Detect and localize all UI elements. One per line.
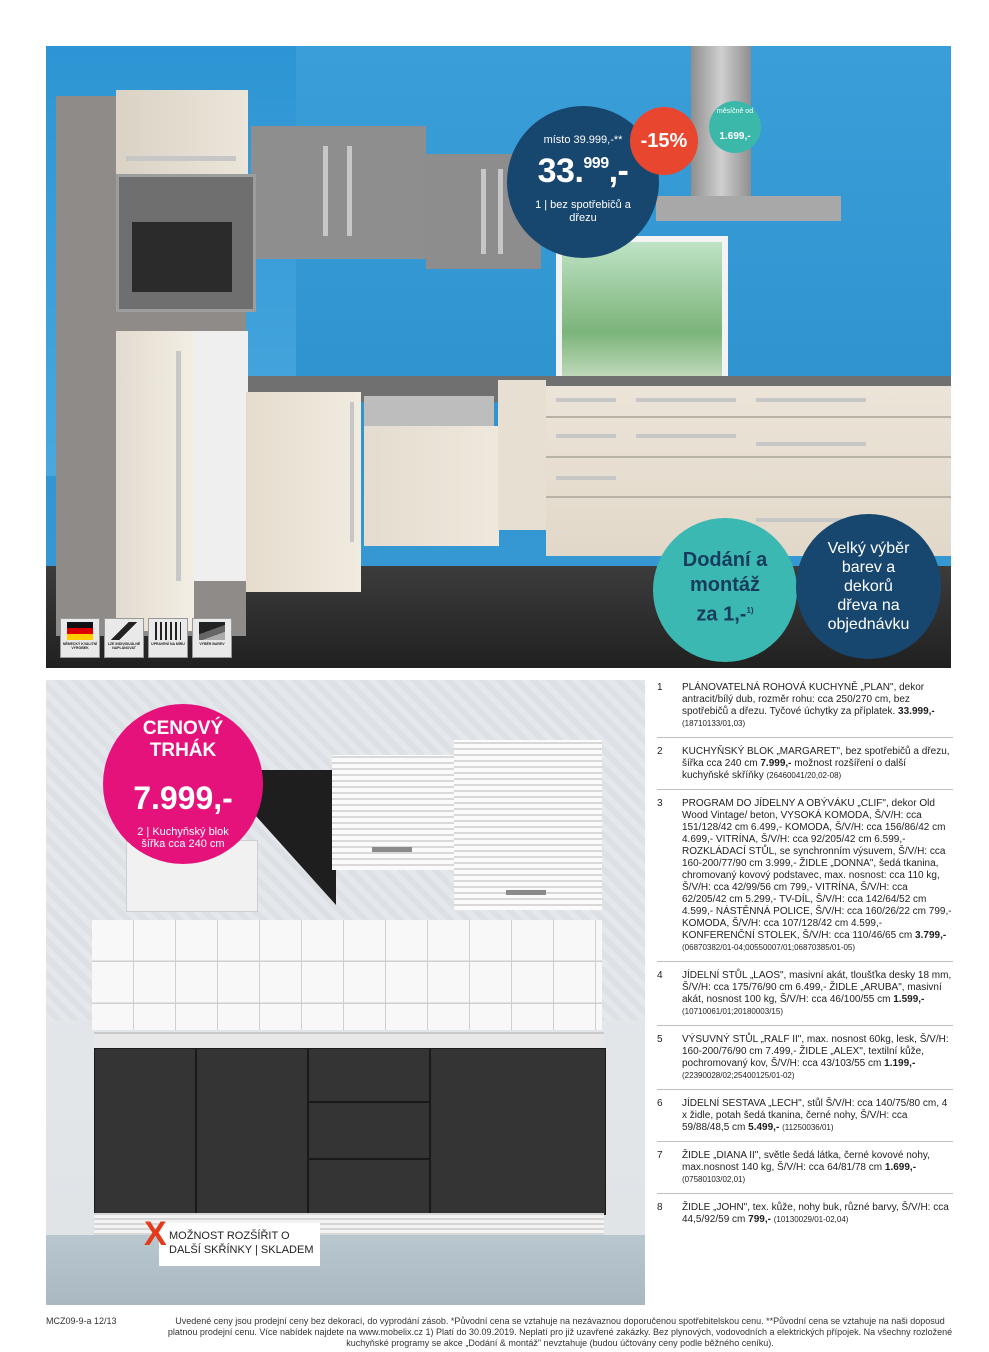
fridge-door bbox=[116, 331, 194, 631]
dishwasher-door bbox=[364, 426, 499, 546]
promo-price: 7.999,- bbox=[133, 780, 233, 816]
monthly-price-badge bbox=[709, 101, 761, 153]
original-price: místo 39.999,-** bbox=[543, 134, 623, 146]
item-number: 2 bbox=[657, 746, 663, 757]
wall-tiles bbox=[92, 920, 602, 1030]
list-item bbox=[657, 970, 953, 1026]
item-description: JÍDELNÍ STŮL „LAOS", masivní akát, tloušťka desky 18 mm, Š/V/H: cca 175/76/90 cm 6.499,- ŽIDLE „ARUBA", masivní akát, nosnost 100 kg, Š/V/H: cca 46/100/55 cm 1.599,- (10710061/01;20180003/15) bbox=[682, 970, 952, 1016]
list-item bbox=[657, 1150, 953, 1194]
item-number: 1 bbox=[657, 682, 663, 693]
oven-window bbox=[132, 222, 232, 292]
delivery-line1: Dodání a bbox=[682, 549, 768, 571]
extend-note-box bbox=[159, 1223, 320, 1266]
upper-cabinet-white-1 bbox=[332, 755, 454, 870]
discount-badge: -15% bbox=[630, 107, 698, 175]
product-list bbox=[657, 682, 953, 1241]
colors-line4: dřeva na bbox=[837, 597, 900, 614]
list-item bbox=[657, 746, 953, 790]
delivery-line3: za 1,-$^{1)}$ bbox=[696, 603, 754, 626]
catalog-code: MCZ09-9-a 12/13 bbox=[46, 1316, 117, 1326]
item-number: 6 bbox=[657, 1098, 663, 1109]
current-price: 33.$^{999}$,- bbox=[537, 152, 629, 190]
base-cabinet-left bbox=[246, 392, 361, 592]
base-cabinet-corner bbox=[498, 380, 546, 530]
colors-line1: Velký výběr bbox=[827, 540, 910, 557]
item-number: 4 bbox=[657, 970, 663, 981]
list-item bbox=[657, 1034, 953, 1090]
item-number: 5 bbox=[657, 1034, 663, 1045]
item-number: 8 bbox=[657, 1202, 663, 1213]
item-description: KUCHYŇSKÝ BLOK „MARGARET", bez spotřebičů a dřezu, šířka cca 240 cm 7.999,- možnost rozšíření o další kuchyňské skříňky (26460041/20,02-08) bbox=[682, 746, 950, 781]
colors-line5: objednávku bbox=[827, 616, 910, 633]
fridge-interior bbox=[194, 331, 248, 581]
item-description: ŽIDLE „DIANA II", světle šedá látka, černé kovové nohy, max.nosnost 140 kg, Š/V/H: cca 64/81/78 cm 1.699,- (07580103/02,01) bbox=[682, 1150, 930, 1184]
individual-planning-icon: LZE INDIVIDUÁLNĚ NAPLÁNOVAT bbox=[104, 618, 144, 658]
promo-title-line2: TRHÁK bbox=[149, 740, 217, 761]
upper-cabinet-white-2 bbox=[454, 740, 602, 910]
delivery-badge bbox=[653, 518, 797, 662]
tall-unit-top-cabinet bbox=[116, 90, 248, 182]
tiled-floor bbox=[46, 1235, 645, 1305]
extend-line1: MOŽNOST ROZŠÍŘIT O bbox=[169, 1230, 290, 1242]
promo-note-line1: 2 | Kuchyňský blok bbox=[137, 826, 229, 838]
monthly-label: měsíčně od bbox=[716, 108, 754, 115]
item-description: PROGRAM DO JÍDELNY A OBÝVÁKU „CLIF", dekor Old Wood Vintage/ beton, VYSOKÁ KOMODA, Š/V/H: cca 151/128/42 cm 6.499,- KOMODA, Š/V/H: cca 156/86/42 cm 4.699,- VITRÍNA, Š/V/H: cca 92/205/42 cm 6.599,- ROZKLÁDACÍ STŮL, se synchronním výsuvem, Š/V/H: cca 160-200/77/90 cm 3.999,- ŽIDLE „DONNA", šedá tkanina, chromovaný kovový podstavec, max. nosnost: cca 110 kg, Š/V/H: cca 42/99/56 cm 799,- VITRÍNA, Š/V/H: cca 62/205/42 cm 5.299,- TV-DÍL, Š/V/H: cca 142/64/52 cm 4.599,- NÁSTĚNNÁ POLICE, Š/V/H: cca 160/26/22 cm 799,- KOMODA, Š/V/H: cca 107/128/42 cm 4.599,- KONFERENČNÍ STOLEK, Š/V/H: cca 110/46/65 cm 3.799,- (06870382/01-04;00550007/01;06870385/01-05) bbox=[682, 798, 952, 952]
colors-line2: barev a bbox=[841, 559, 896, 576]
list-item bbox=[657, 1202, 953, 1233]
kitchen-block-photo bbox=[46, 680, 645, 1305]
upper-cabinet-grey bbox=[251, 126, 426, 259]
item-description: PLÁNOVATELNÁ ROHOVÁ KUCHYNĚ „PLAN", dekor antracit/bílý dub, rozměr rohu: cca 250/270 cm, bez spotřebičů a dřezu. Tyčové úchytky za příplatek. 33.999,- (18710133/01,03) bbox=[682, 682, 935, 728]
item-number: 7 bbox=[657, 1150, 663, 1161]
hood-canopy bbox=[656, 196, 841, 221]
extend-line2: DALŠÍ SKŘÍNKY | SKLADEM bbox=[169, 1244, 314, 1256]
feature-icons bbox=[60, 618, 232, 658]
color-choice-icon: VÝBĚR BAREV bbox=[192, 618, 232, 658]
list-item bbox=[657, 798, 953, 962]
list-item bbox=[657, 682, 953, 738]
colors-line3: dekorů bbox=[844, 578, 893, 595]
corner-kitchen-photo bbox=[46, 46, 951, 668]
made-to-measure-icon: UPRAVENÍ NA MÍRU bbox=[148, 618, 188, 658]
promo-note-line2: šířka cca 240 cm bbox=[141, 838, 225, 850]
kitchen-window bbox=[556, 236, 728, 398]
item-description: JÍDELNÍ SESTAVA „LECH", stůl Š/V/H: cca 140/75/80 cm, 4 x židle, potah šedá tkanina, černé nohy, Š/V/H: cca 59/88/48,5 cm 5.499,- (11250036/01) bbox=[682, 1098, 948, 1133]
monthly-value: 1.699,- bbox=[719, 131, 751, 142]
color-choice-badge bbox=[796, 514, 941, 659]
black-base-cabinets bbox=[94, 1048, 604, 1213]
item-description: VÝSUVNÝ STŮL „RALF II", max. nosnost 60kg, lesk, Š/V/H: 160-200/76/90 cm 7.499,- ŽIDLE „ALEX", textilní kůže, pochromovaný kov, Š/V/H: cca 43/103/55 cm 1.199,- (22390028/02;25400125/01-02) bbox=[682, 1034, 949, 1080]
footer-disclaimer: Uvedené ceny jsou prodejní ceny bez dekorací, do vyprodání zásob. *Původní cena se vztahuje na nezávaznou doporučenou spotřebitelskou cenu. **Původní cena se vztahuje na naši doposud platnou prodejní cenu. Více nabídek najdete na www.mobelix.cz 1) Platí do 30.09.2019. Neplatí pro již uzavřené zakázky. Bez plynových, vodovodních a elektrických přípojek. Na všechny rozložené kuchyňské programy se akce „Dodání & montáž" nevztahuje (budou účtovány ceny podle běžného ceníku). bbox=[167, 1316, 953, 1348]
price-hit-badge bbox=[103, 704, 263, 864]
german-quality-icon: NĚMECKÝ KVALITNÍ VÝROBEK bbox=[60, 618, 100, 658]
item-number: 3 bbox=[657, 798, 663, 809]
cross-mark-icon: X bbox=[144, 1215, 167, 1253]
delivery-line2: montáž bbox=[690, 574, 760, 596]
promo-title-line1: CENOVÝ bbox=[142, 718, 224, 739]
price-note: 1 | bez spotřebičů a dřezu bbox=[535, 199, 631, 224]
list-item bbox=[657, 1098, 953, 1142]
item-description: ŽIDLE „JOHN", tex. kůže, nohy buk, různé barvy, Š/V/H: cca 44,5/92/59 cm 799,- (10130029/01-02,04) bbox=[682, 1202, 949, 1225]
